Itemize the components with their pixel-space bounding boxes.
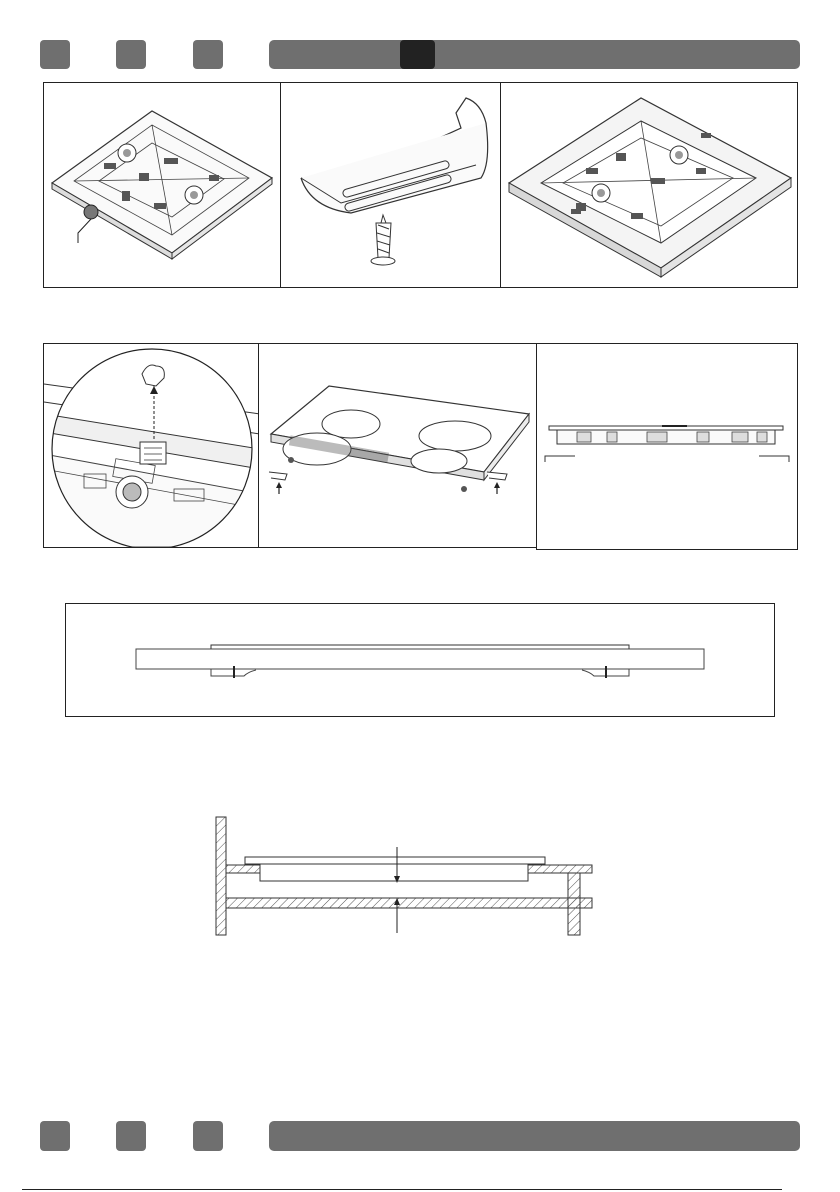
hob-underside-illustration (44, 83, 282, 287)
header-page-tab (400, 40, 435, 69)
figure-hob-in-worktop-section (65, 603, 775, 717)
header-square-2 (116, 40, 146, 69)
figure-hob-in-worktop (500, 82, 798, 288)
cross-section-illustration (210, 815, 600, 940)
figure-bracket-insertion-detail (43, 343, 261, 548)
bottom-rule (22, 1189, 782, 1190)
figure-hob-underside-with-seal (43, 82, 283, 288)
figure-hob-with-brackets (258, 343, 538, 548)
bracket-detail-illustration (44, 344, 260, 547)
header-bar (269, 40, 800, 69)
hob-side-illustration (537, 344, 797, 549)
hob-brackets-illustration (259, 344, 537, 547)
footer-bar (269, 1121, 800, 1151)
worktop-section-illustration (66, 604, 774, 716)
hob-worktop-illustration (501, 83, 797, 287)
figure-fixing-bracket-and-screw (280, 82, 502, 288)
figure-installation-cross-section (210, 815, 600, 940)
footer-square-2 (116, 1121, 146, 1151)
header-square-3 (193, 40, 223, 69)
footer-square-3 (193, 1121, 223, 1151)
header-square-1 (40, 40, 70, 69)
figure-hob-side-view (536, 343, 798, 550)
footer-square-1 (40, 1121, 70, 1151)
bracket-screw-illustration (281, 83, 501, 287)
